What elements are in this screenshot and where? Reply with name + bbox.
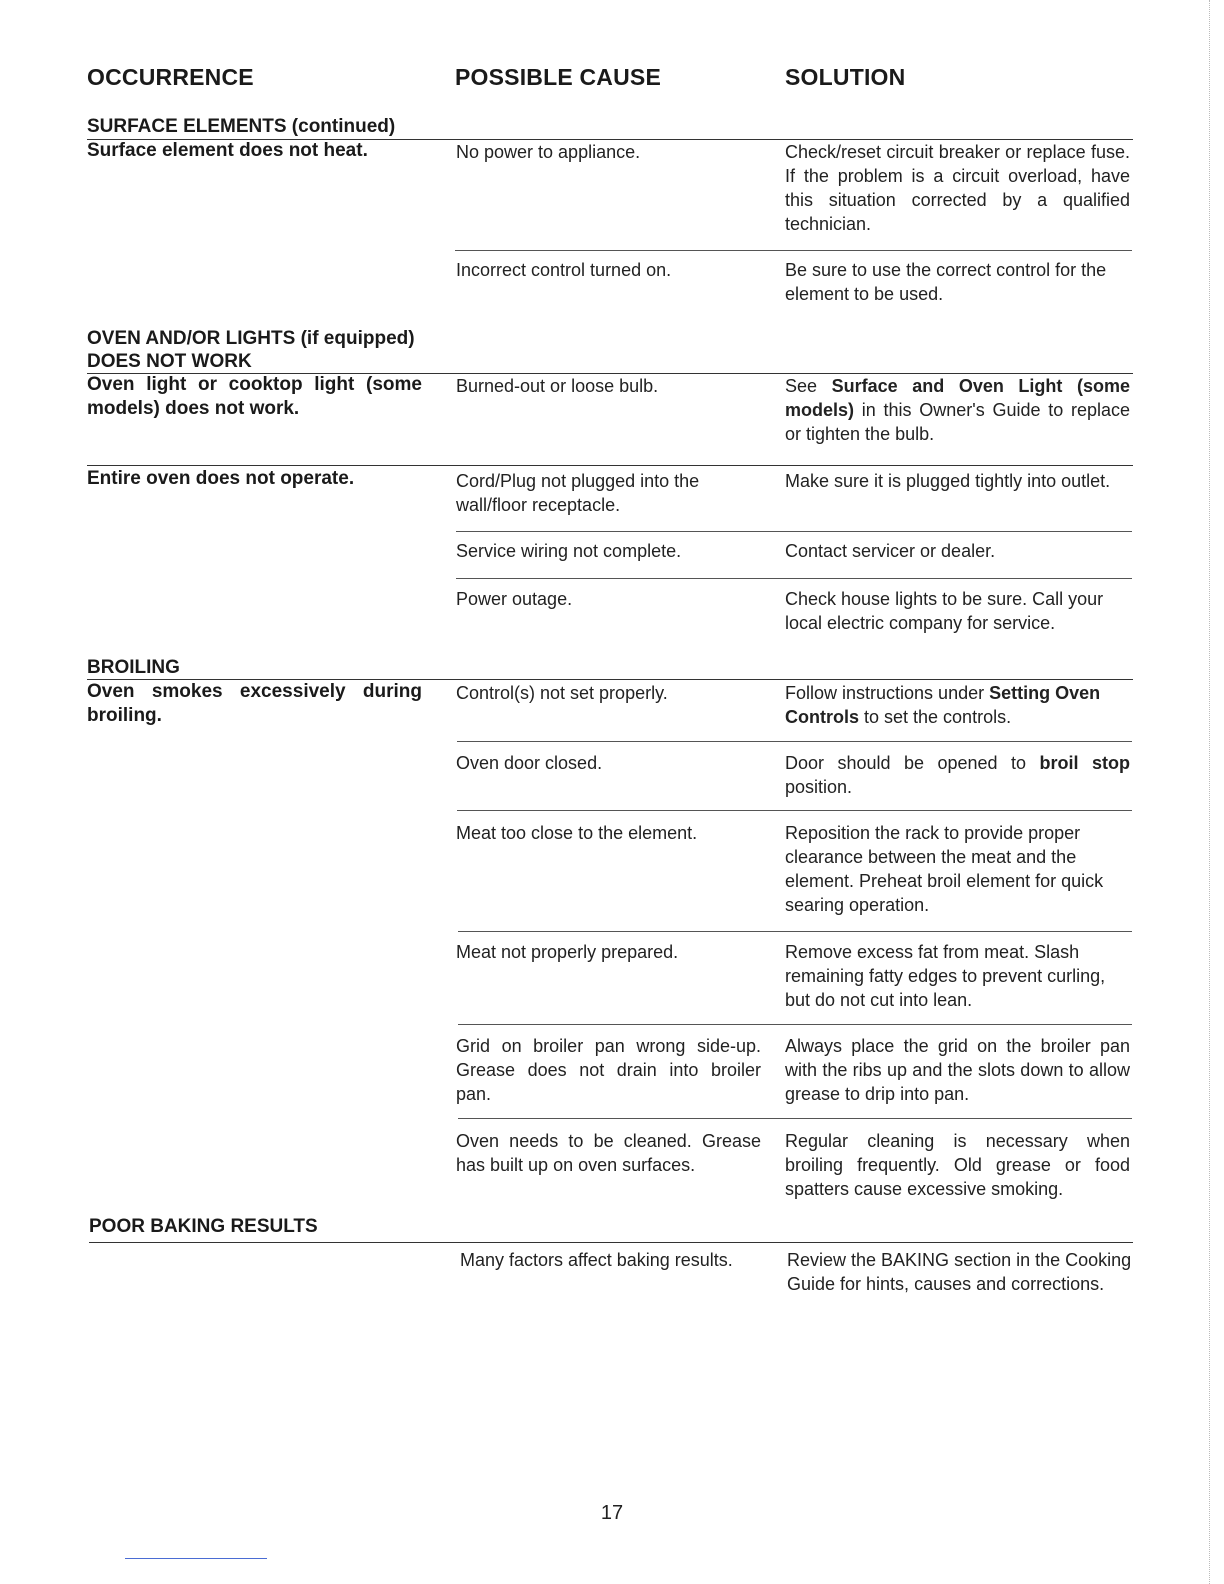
cause-grid-wrong-side: Grid on broiler pan wrong side-up. Grease does not drain into broiler pan. [456, 1036, 761, 1104]
solution-regular-cleaning: Regular cleaning is necessary when broiling frequently. Old grease or food spatters cause excessive smoking. [785, 1131, 1130, 1199]
occurrence-oven-smokes: Oven smokes excessively during broiling. [87, 681, 422, 726]
cause-controls-not-set: Control(s) not set properly. [456, 683, 668, 703]
occurrence-oven-not-operate: Entire oven does not operate. [87, 468, 355, 489]
solution-bold-ref: Surface and Oven Light (some models) [785, 376, 1131, 420]
row-divider [456, 531, 1132, 532]
solution-correct-control: Be sure to use the correct control for the element to be used. [785, 260, 1107, 304]
cause-door-closed: Oven door closed. [456, 753, 603, 773]
solution-text: in this Owner's Guide to replace or tighten the bulb. [785, 400, 1130, 444]
cause-power-outage: Power outage. [456, 589, 573, 609]
section-title-surface: SURFACE ELEMENTS (continued) [87, 116, 396, 137]
cause-cord-unplugged: Cord/Plug not plugged into the wall/floor receptacle. [456, 471, 700, 515]
solution-header: SOLUTION [785, 64, 906, 90]
solution-contact-servicer: Contact servicer or dealer. [785, 541, 996, 561]
cause-incorrect-control: Incorrect control turned on. [456, 260, 672, 280]
solution-setting-controls [785, 681, 1130, 729]
solution-place-grid: Always place the grid on the broiler pan with the ribs up and the slots down to allow grease to drip into pan. [785, 1036, 1130, 1104]
page-number: 17 [600, 1502, 624, 1524]
occurrence-surface-no-heat: Surface element does not heat. [87, 140, 368, 161]
row-divider [455, 250, 1132, 251]
solution-bold-ref: broil stop [1039, 753, 1130, 773]
section-title-lights-2: DOES NOT WORK [87, 351, 252, 372]
cause-meat-not-prepared: Meat not properly prepared. [456, 942, 679, 962]
section-title-broiling: BROILING [87, 657, 180, 678]
occurrence-header: OCCURRENCE [87, 64, 254, 90]
solution-text: Follow instructions under [785, 683, 990, 703]
solution-review-baking: Review the BAKING section in the Cooking Guide for hints, causes and corrections. [787, 1250, 1132, 1294]
solution-plug-tightly: Make sure it is plugged tightly into outlet. [785, 471, 1111, 491]
row-divider [458, 931, 1132, 932]
solution-text: See [785, 376, 832, 396]
row-divider [458, 1024, 1132, 1025]
section-rule [89, 1242, 1133, 1243]
row-divider [457, 741, 1132, 742]
solution-check-house-lights: Check house lights to be sure. Call your local electric company for service. [785, 589, 1104, 633]
solution-replace-bulb [785, 374, 1130, 446]
solution-text: to set the controls. [859, 707, 1012, 727]
solution-reposition-rack: Reposition the rack to provide proper clearance between the meat and the element. Preheat broil element for quick searing operation. [785, 823, 1104, 915]
cause-oven-needs-cleaning: Oven needs to be cleaned. Grease has built up on oven surfaces. [456, 1131, 761, 1175]
solution-check-breaker: Check/reset circuit breaker or replace fuse. If the problem is a circuit overload, have this situation corrected by a qualified technician. [785, 142, 1130, 234]
section-title-baking: POOR BAKING RESULTS [89, 1216, 318, 1237]
cause-many-factors: Many factors affect baking results. [460, 1250, 733, 1270]
solution-remove-fat: Remove excess fat from meat. Slash remaining fatty edges to prevent curling, but do not cut into lean. [785, 942, 1106, 1010]
possible-cause-header: POSSIBLE CAUSE [455, 64, 662, 90]
row-divider [457, 810, 1132, 811]
solution-bold-ref: Setting Oven Controls [785, 683, 1101, 727]
cause-burned-out-bulb: Burned-out or loose bulb. [456, 376, 659, 396]
solution-text: position. [785, 777, 853, 797]
occurrence-light-not-work: Oven light or cooktop light (some models) does not work. [87, 374, 422, 419]
section-rule [87, 465, 1133, 466]
cause-service-wiring: Service wiring not complete. [456, 541, 682, 561]
section-title-lights-1: OVEN AND/OR LIGHTS (if equipped) [87, 328, 415, 349]
solution-broil-stop [785, 751, 1130, 799]
solution-text: Door should be opened to [785, 753, 1040, 773]
row-divider [458, 1118, 1132, 1119]
decorative-line [125, 1558, 267, 1559]
cause-meat-too-close: Meat too close to the element. [456, 823, 698, 843]
cause-no-power: No power to appliance. [456, 142, 641, 162]
row-divider [456, 578, 1132, 579]
scan-edge [1209, 0, 1210, 1584]
